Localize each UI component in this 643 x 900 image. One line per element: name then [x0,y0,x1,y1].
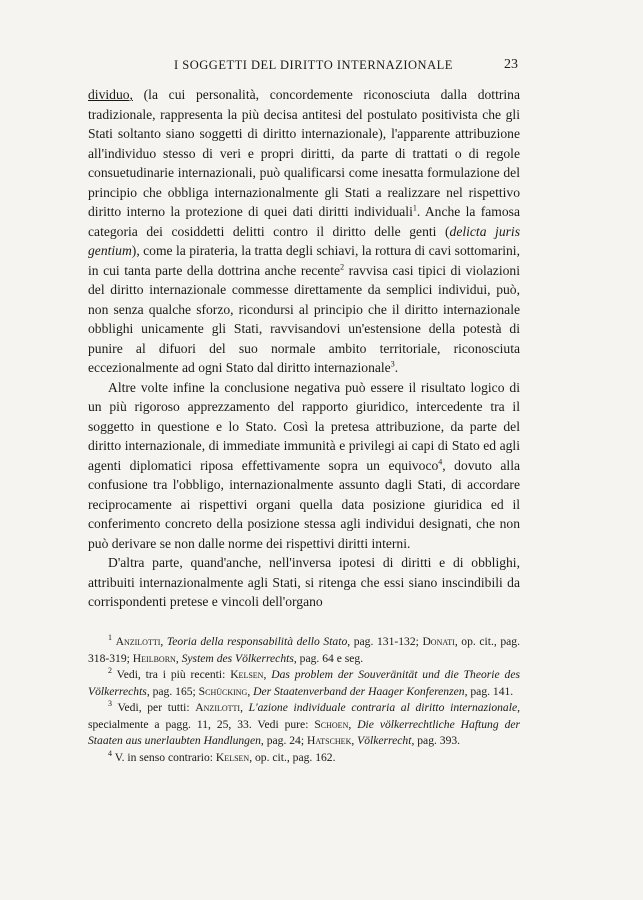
underlined-word: dividuo, [88,87,133,102]
footnote-mark: 1 [108,633,112,643]
footnote [88,700,520,750]
text-run: , [351,734,358,747]
text-run: , [240,701,249,714]
italic-title: Teoria della responsabilità dello Stato [166,635,348,648]
text-run: D'altra parte, quand'anche, nell'inversa ipotesi di diritti e di obblighi, attribuiti internazionalmente agli Stati, si ritenga che essi siano inscindibili da corrispondenti pretese e vincoli dell'organo [88,555,520,609]
footnote-mark: 4 [108,748,112,758]
paragraph-3 [88,553,520,612]
author-name: Heilborn [132,651,176,665]
text-run: , [160,635,167,648]
text-run: Vedi, per tutti: [112,701,196,714]
footnote-mark: 2 [108,666,112,676]
author-name: Hatschek [306,734,352,747]
paragraph-2 [88,378,520,554]
italic-phrase: delicta juris gentium [88,223,520,258]
text-run: , specialmente a pagg. 11, 25, 33. Vedi pure: [88,701,520,731]
text-run: , pag. 131-132; [347,635,423,648]
text-run: ravvisa casi tipici di violazioni del diritto internazionale commesse direttamente da semplici individui, può, non senza qualche sforzo, ricondursi al principio che il diritto internazionale obblighi unicamente gli Stati, ravvisandovi un'estensione della potestà di punire al difuori del suo normale ambito territoriale, riconosciuta eccezionalmente ad ogni Stato dal diritto internazionale [88,262,520,375]
text-run: , pag. 165; [146,684,199,698]
footnotes [88,634,520,766]
text-run: Altre volte infine la conclusione negativa può essere il risultato logico di un più rigoroso apprezzamento del rapporto giuridico, intercedente tra il soggetto in questione e lo Stato. Così la pretesa attribuzione, da parte del diritto internazionale, di immediate immunità e privilegi ai capi di Stato ed agli agenti diplomatici riposa effettivamente sopra un equivoco [88,379,520,473]
author-name: Kelsen [215,750,250,764]
footnote-ref: 4 [438,456,443,466]
footnote-ref: 1 [412,203,417,213]
main-text [88,85,520,612]
italic-title: L'azione individuale contraria al diritto internazionale [248,701,518,714]
author-name: Anzilotti [115,635,161,648]
text-run: , [348,717,358,731]
italic-title: Das problem der Souveränität und die Theorie des Völkerrechts [88,668,520,698]
author-name: Schoen [314,717,349,731]
italic-title: Völkerrecht [357,734,412,747]
text-run: Vedi, tra i più recenti: [112,668,231,681]
author-name: Anzilotti [195,701,241,714]
text-run: , op. cit., pag. 162. [249,750,336,764]
text-run: ), come la pirateria, la tratta degli schiavi, la rottura di cavi sottomarini, in cui tanta parte della dottrina anche recente [88,243,520,278]
text-run: V. in senso contrario: [112,750,216,764]
footnote-ref: 2 [340,261,345,271]
footnote-ref: 3 [390,359,395,369]
text-run: . Anche la famosa categoria dei cosiddetti delitti contro il diritto delle genti ( [88,204,520,239]
footnote [88,667,520,700]
text-run: , pag. 141. [464,684,514,698]
text-run: , [175,651,182,665]
italic-title: System des Völkerrechts [181,651,294,665]
text-run: , pag. 64 e seg. [293,651,364,665]
author-name: Schücking [198,684,248,698]
text-run: , [263,668,272,681]
italic-title: Die völkerrechtliche Haftung der Staaten aus unerlaubten Handlungen [88,717,521,747]
text-run: , pag. 393. [411,734,461,747]
text-run: . [394,360,399,375]
footnote [88,750,520,767]
text-run: , pag. 24; [260,734,307,747]
footnote [88,634,520,667]
running-title: I SOGGETTI DEL DIRITTO INTERNAZIONALE [174,58,453,72]
italic-title: Der Staatenverband der Haager Konferenzen [253,684,465,698]
page-header [88,58,518,78]
text-run: (la cui personalità, concordemente riconosciuta dalla dottrina tradizionale, rappresenta la più decisa antitesi del postulato positivista che gli Stati soltanto siano soggetti di diritto internazionale), l'apparente attribuzione all'individuo stesso di veri e propri diritti, da parte di trattati o di regole consuetudinarie internazionali, può qualificarsi come inesatta formulazione del principio che obbliga internazionalmente gli Stati a realizzare nel rispettivo diritto interno la protezione di quei dati diritti individuali [88,87,520,219]
text-run: , dovuto alla confusione tra l'obbligo, internazionalmente assunto dagli Stati, di accordare reciprocamente ai rispettivi organi quella data posizione giuridica ed il conferimento concreto della posizione stessa agli individui designati, che non può derivare se non dalle norme dei rispettivi diritti interni. [88,457,520,551]
text-run: , [247,684,254,698]
paragraph-1 [88,85,520,378]
footnote-mark: 3 [108,699,112,709]
author-name: Kelsen [230,668,264,681]
page-number: 23 [504,57,518,72]
text-run: , op. cit., pag. 318-319; [88,635,521,665]
author-name: Donati [422,635,455,648]
